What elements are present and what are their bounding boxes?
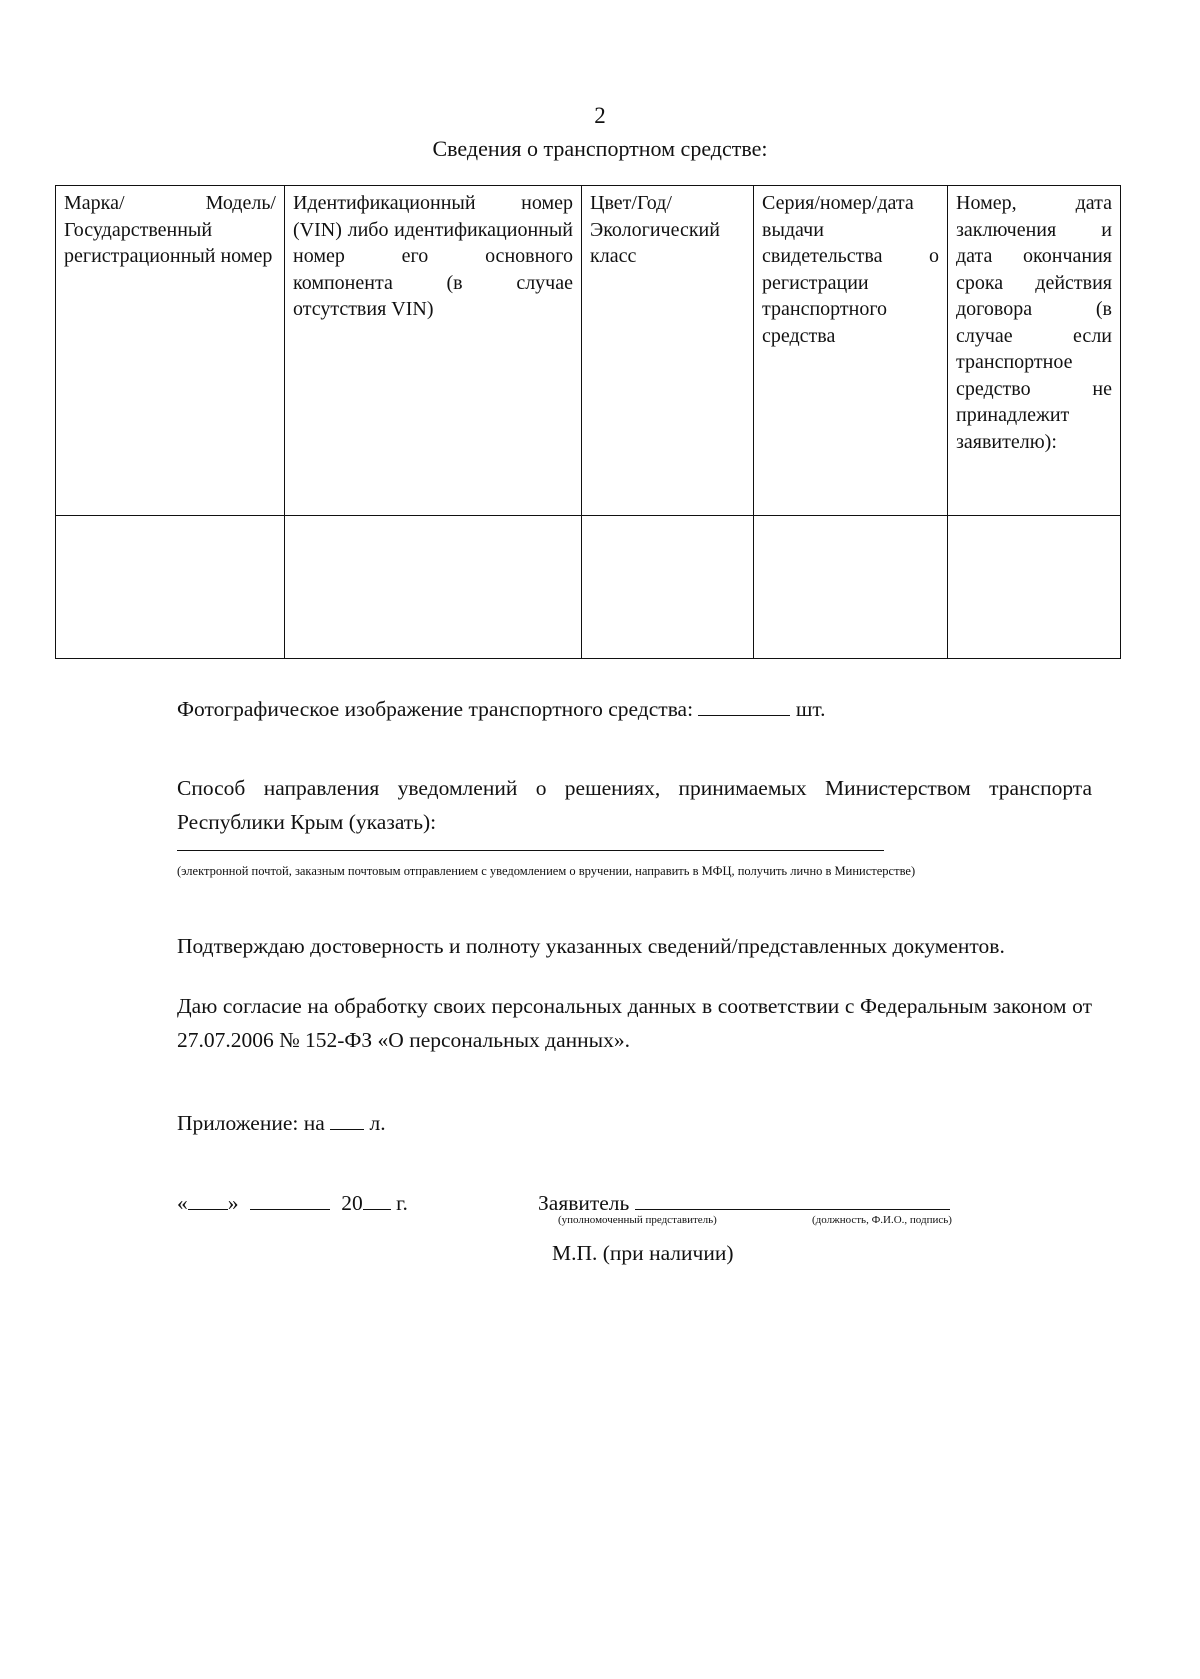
date-month-field[interactable]	[250, 1188, 330, 1211]
applicant-signature-field[interactable]	[635, 1188, 950, 1211]
date-year-field[interactable]	[363, 1188, 391, 1211]
photo-line	[177, 692, 826, 726]
notification-hint: (электронной почтой, заказным почтовым отправлением с уведомлением о вручении, направить в МФЦ, получить лично в Министерстве)	[177, 864, 916, 878]
header-cell-color-year: Цвет/Год/ Экологический класс	[582, 186, 754, 516]
applicant-hint-right: (должность, Ф.И.О., подпись)	[812, 1214, 952, 1226]
date-quote-open: «	[177, 1191, 188, 1215]
table-header-row	[56, 186, 1121, 516]
date-year-suffix: г.	[396, 1191, 408, 1215]
notification-text: Способ направления уведомлений о решениях, принимаемых Министерством транспорта Республики Крым (указать):	[177, 776, 1092, 834]
page-number: 2	[594, 103, 606, 128]
table-row	[56, 516, 1121, 659]
table-cell[interactable]	[285, 516, 582, 659]
photo-unit: шт.	[795, 697, 826, 721]
stamp-note: М.П. (при наличии)	[552, 1241, 734, 1265]
applicant-hint-left: (уполномоченный представитель)	[558, 1214, 717, 1226]
applicant-label: Заявитель	[538, 1191, 630, 1215]
table-cell[interactable]	[948, 516, 1121, 659]
header-cell-vin: Идентификационный номер (VIN) либо идентификационный номер его основного компонента (в случае отсутствия VIN)	[285, 186, 582, 516]
date-day-field[interactable]	[188, 1188, 228, 1211]
photo-count-field[interactable]	[698, 694, 790, 717]
date-quote-close: »	[227, 1191, 239, 1215]
confirmation-text: Подтверждаю достоверность и полноту указанных сведений/представленных документов.	[177, 934, 1005, 958]
attachment-line	[177, 1106, 386, 1140]
date-line	[177, 1186, 408, 1220]
header-cell-make-model: Марка/ Модель/ Государственный регистрационный номер	[56, 186, 285, 516]
table-cell[interactable]	[582, 516, 754, 659]
header-cell-registration: Серия/номер/дата выдачи свидетельства о регистрации транспортного средства	[754, 186, 948, 516]
attachment-label: Приложение: на	[177, 1111, 325, 1135]
date-year-prefix: 20	[341, 1191, 363, 1215]
table-cell[interactable]	[754, 516, 948, 659]
notification-method-field[interactable]	[177, 850, 884, 851]
header-cell-contract: Номер, дата заключения и дата окончания срока действия договора (в случае если транспортное средство не принадлежит заявителю):	[948, 186, 1121, 516]
table-cell[interactable]	[56, 516, 285, 659]
section-title: Сведения о транспортном средстве:	[432, 136, 768, 161]
attachment-unit: л.	[369, 1111, 386, 1135]
consent-text: Даю согласие на обработку своих персональных данных в соответствии с Федеральным законом от 27.07.2006 № 152-ФЗ «О персональных данных».	[177, 994, 1092, 1052]
photo-label: Фотографическое изображение транспортного средства:	[177, 697, 694, 721]
attachment-pages-field[interactable]	[330, 1108, 364, 1131]
vehicle-table	[55, 185, 1121, 659]
